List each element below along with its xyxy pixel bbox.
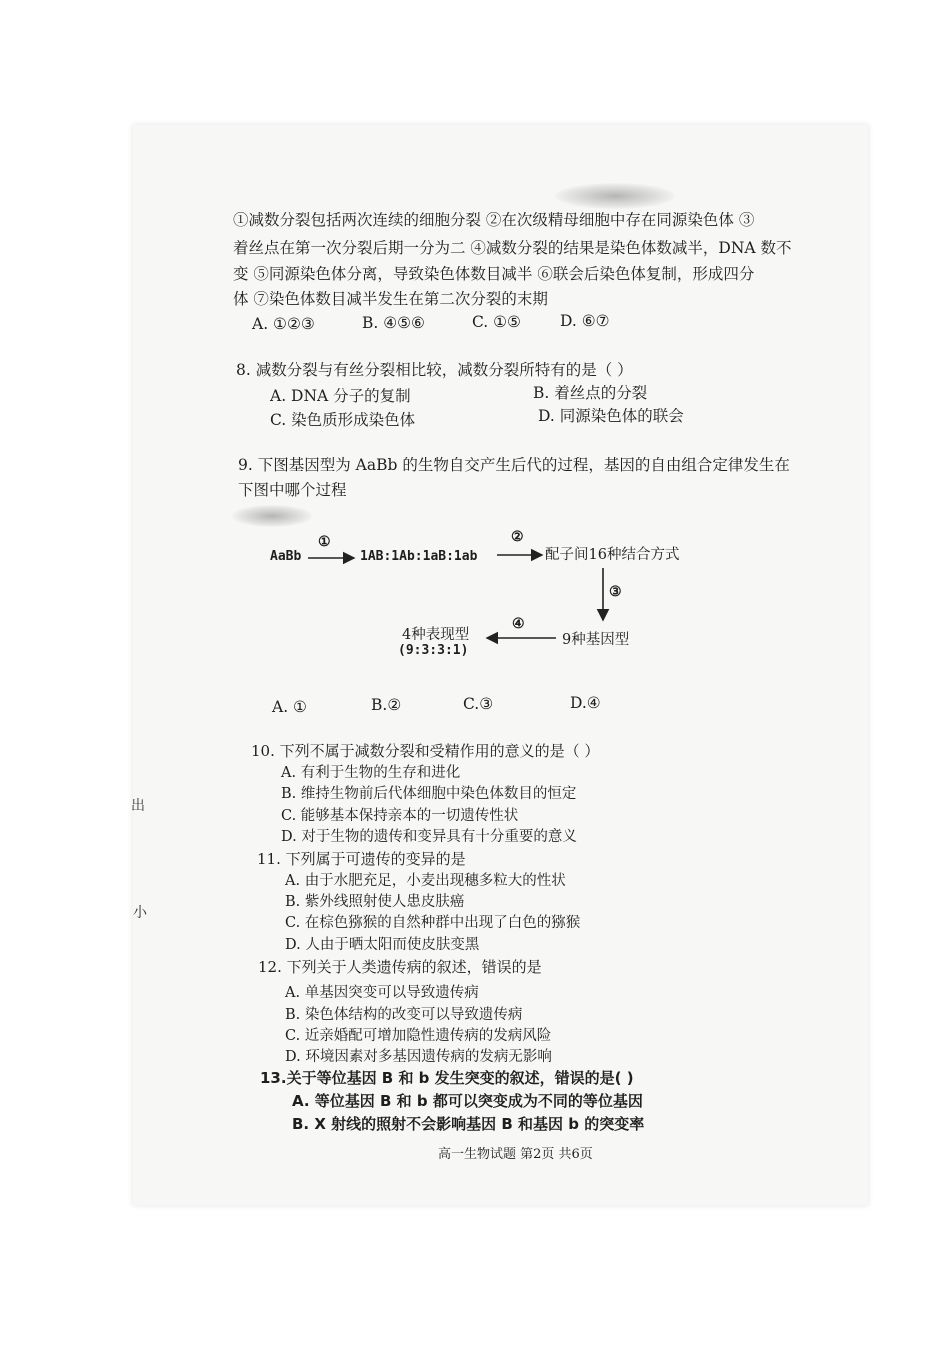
q8-option-d: D. 同源染色体的联会: [538, 407, 684, 425]
diagram-phenotypes: 4种表现型: [402, 627, 470, 643]
q8-option-b: B. 着丝点的分裂: [533, 384, 648, 402]
diagram-ratio: (9:3:3:1): [398, 643, 469, 658]
diagram-step-label: ①: [318, 534, 331, 550]
q9-stem: 下图中哪个过程: [238, 481, 347, 499]
margin-char: 出: [131, 798, 145, 814]
q12-stem: 12. 下列关于人类遗传病的叙述，错误的是: [258, 958, 542, 976]
q13-option-a: A. 等位基因 B 和 b 都可以突变成为不同的等位基因: [292, 1092, 643, 1110]
q12-option-b: B. 染色体结构的改变可以导致遗传病: [285, 1007, 523, 1023]
q11-option-d: D. 人由于晒太阳而使皮肤变黑: [285, 937, 480, 953]
diagram-combinations: 配子间16种结合方式: [545, 547, 680, 563]
q8-stem: 8. 减数分裂与有丝分裂相比较，减数分裂所特有的是（ ）: [236, 361, 633, 379]
q13-option-b: B. X 射线的照射不会影响基因 B 和基因 b 的突变率: [292, 1115, 645, 1133]
q9-option-a: A. ①: [272, 698, 307, 716]
diagram-genotypes: 9种基因型: [562, 632, 630, 648]
q10-option-b: B. 维持生物前后代体细胞中染色体数目的恒定: [281, 786, 577, 802]
diagram-start-genotype: AaBb: [270, 549, 302, 564]
q12-option-c: C. 近亲婚配可增加隐性遗传病的发病风险: [285, 1028, 552, 1044]
q9-stem: 9. 下图基因型为 AaBb 的生物自交产生后代的过程，基因的自由组合定律发生在: [238, 456, 790, 474]
q7-option-d: D. ⑥⑦: [560, 312, 610, 330]
q7-statement-line: 变 ⑤同源染色体分离，导致染色体数目减半 ⑥联会后染色体复制，形成四分: [233, 265, 755, 283]
q10-option-c: C. 能够基本保持亲本的一切遗传性状: [281, 808, 519, 824]
q10-option-d: D. 对于生物的遗传和变异具有十分重要的意义: [281, 829, 577, 845]
q8-option-c: C. 染色质形成染色体: [270, 411, 416, 429]
q7-option-c: C. ①⑤: [472, 313, 521, 331]
margin-char: 小: [133, 905, 147, 921]
diagram-step-label: ④: [512, 616, 525, 632]
q10-stem: 10. 下列不属于减数分裂和受精作用的意义的是（ ）: [251, 742, 600, 760]
diagram-step-label: ③: [609, 584, 622, 600]
page-footer: 高一生物试题 第2页 共6页: [438, 1147, 593, 1162]
q12-option-d: D. 环境因素对多基因遗传病的发病无影响: [285, 1049, 552, 1065]
q7-statement-line: ①减数分裂包括两次连续的细胞分裂 ②在次级精母细胞中存在同源染色体 ③: [233, 211, 755, 229]
q13-stem: 13.关于等位基因 B 和 b 发生突变的叙述，错误的是( ): [260, 1069, 634, 1087]
q11-stem: 11. 下列属于可遗传的变异的是: [257, 850, 466, 868]
q7-statement-line: 体 ⑦染色体数目减半发生在第二次分裂的末期: [233, 290, 548, 308]
q10-option-a: A. 有利于生物的生存和进化: [281, 765, 461, 781]
diagram-step-label: ②: [511, 529, 524, 545]
diagram-gametes: 1AB:1Ab:1aB:1ab: [360, 549, 478, 564]
q12-option-a: A. 单基因突变可以导致遗传病: [285, 985, 479, 1001]
q9-option-d: D.④: [570, 694, 601, 712]
q7-statement-line: 着丝点在第一次分裂后期一分为二 ④减数分裂的结果是染色体数减半，DNA 数不: [233, 239, 792, 257]
q9-option-b: B.②: [371, 696, 402, 714]
q7-option-b: B. ④⑤⑥: [362, 314, 425, 332]
q11-option-c: C. 在棕色猕猴的自然种群中出现了白色的猕猴: [285, 915, 581, 931]
q11-option-a: A. 由于水肥充足，小麦出现穗多粒大的性状: [285, 873, 566, 889]
q7-option-a: A. ①②③: [252, 315, 315, 333]
q11-option-b: B. 紫外线照射使人患皮肤癌: [285, 894, 465, 910]
q9-option-c: C.③: [463, 695, 494, 713]
q8-option-a: A. DNA 分子的复制: [270, 387, 411, 405]
